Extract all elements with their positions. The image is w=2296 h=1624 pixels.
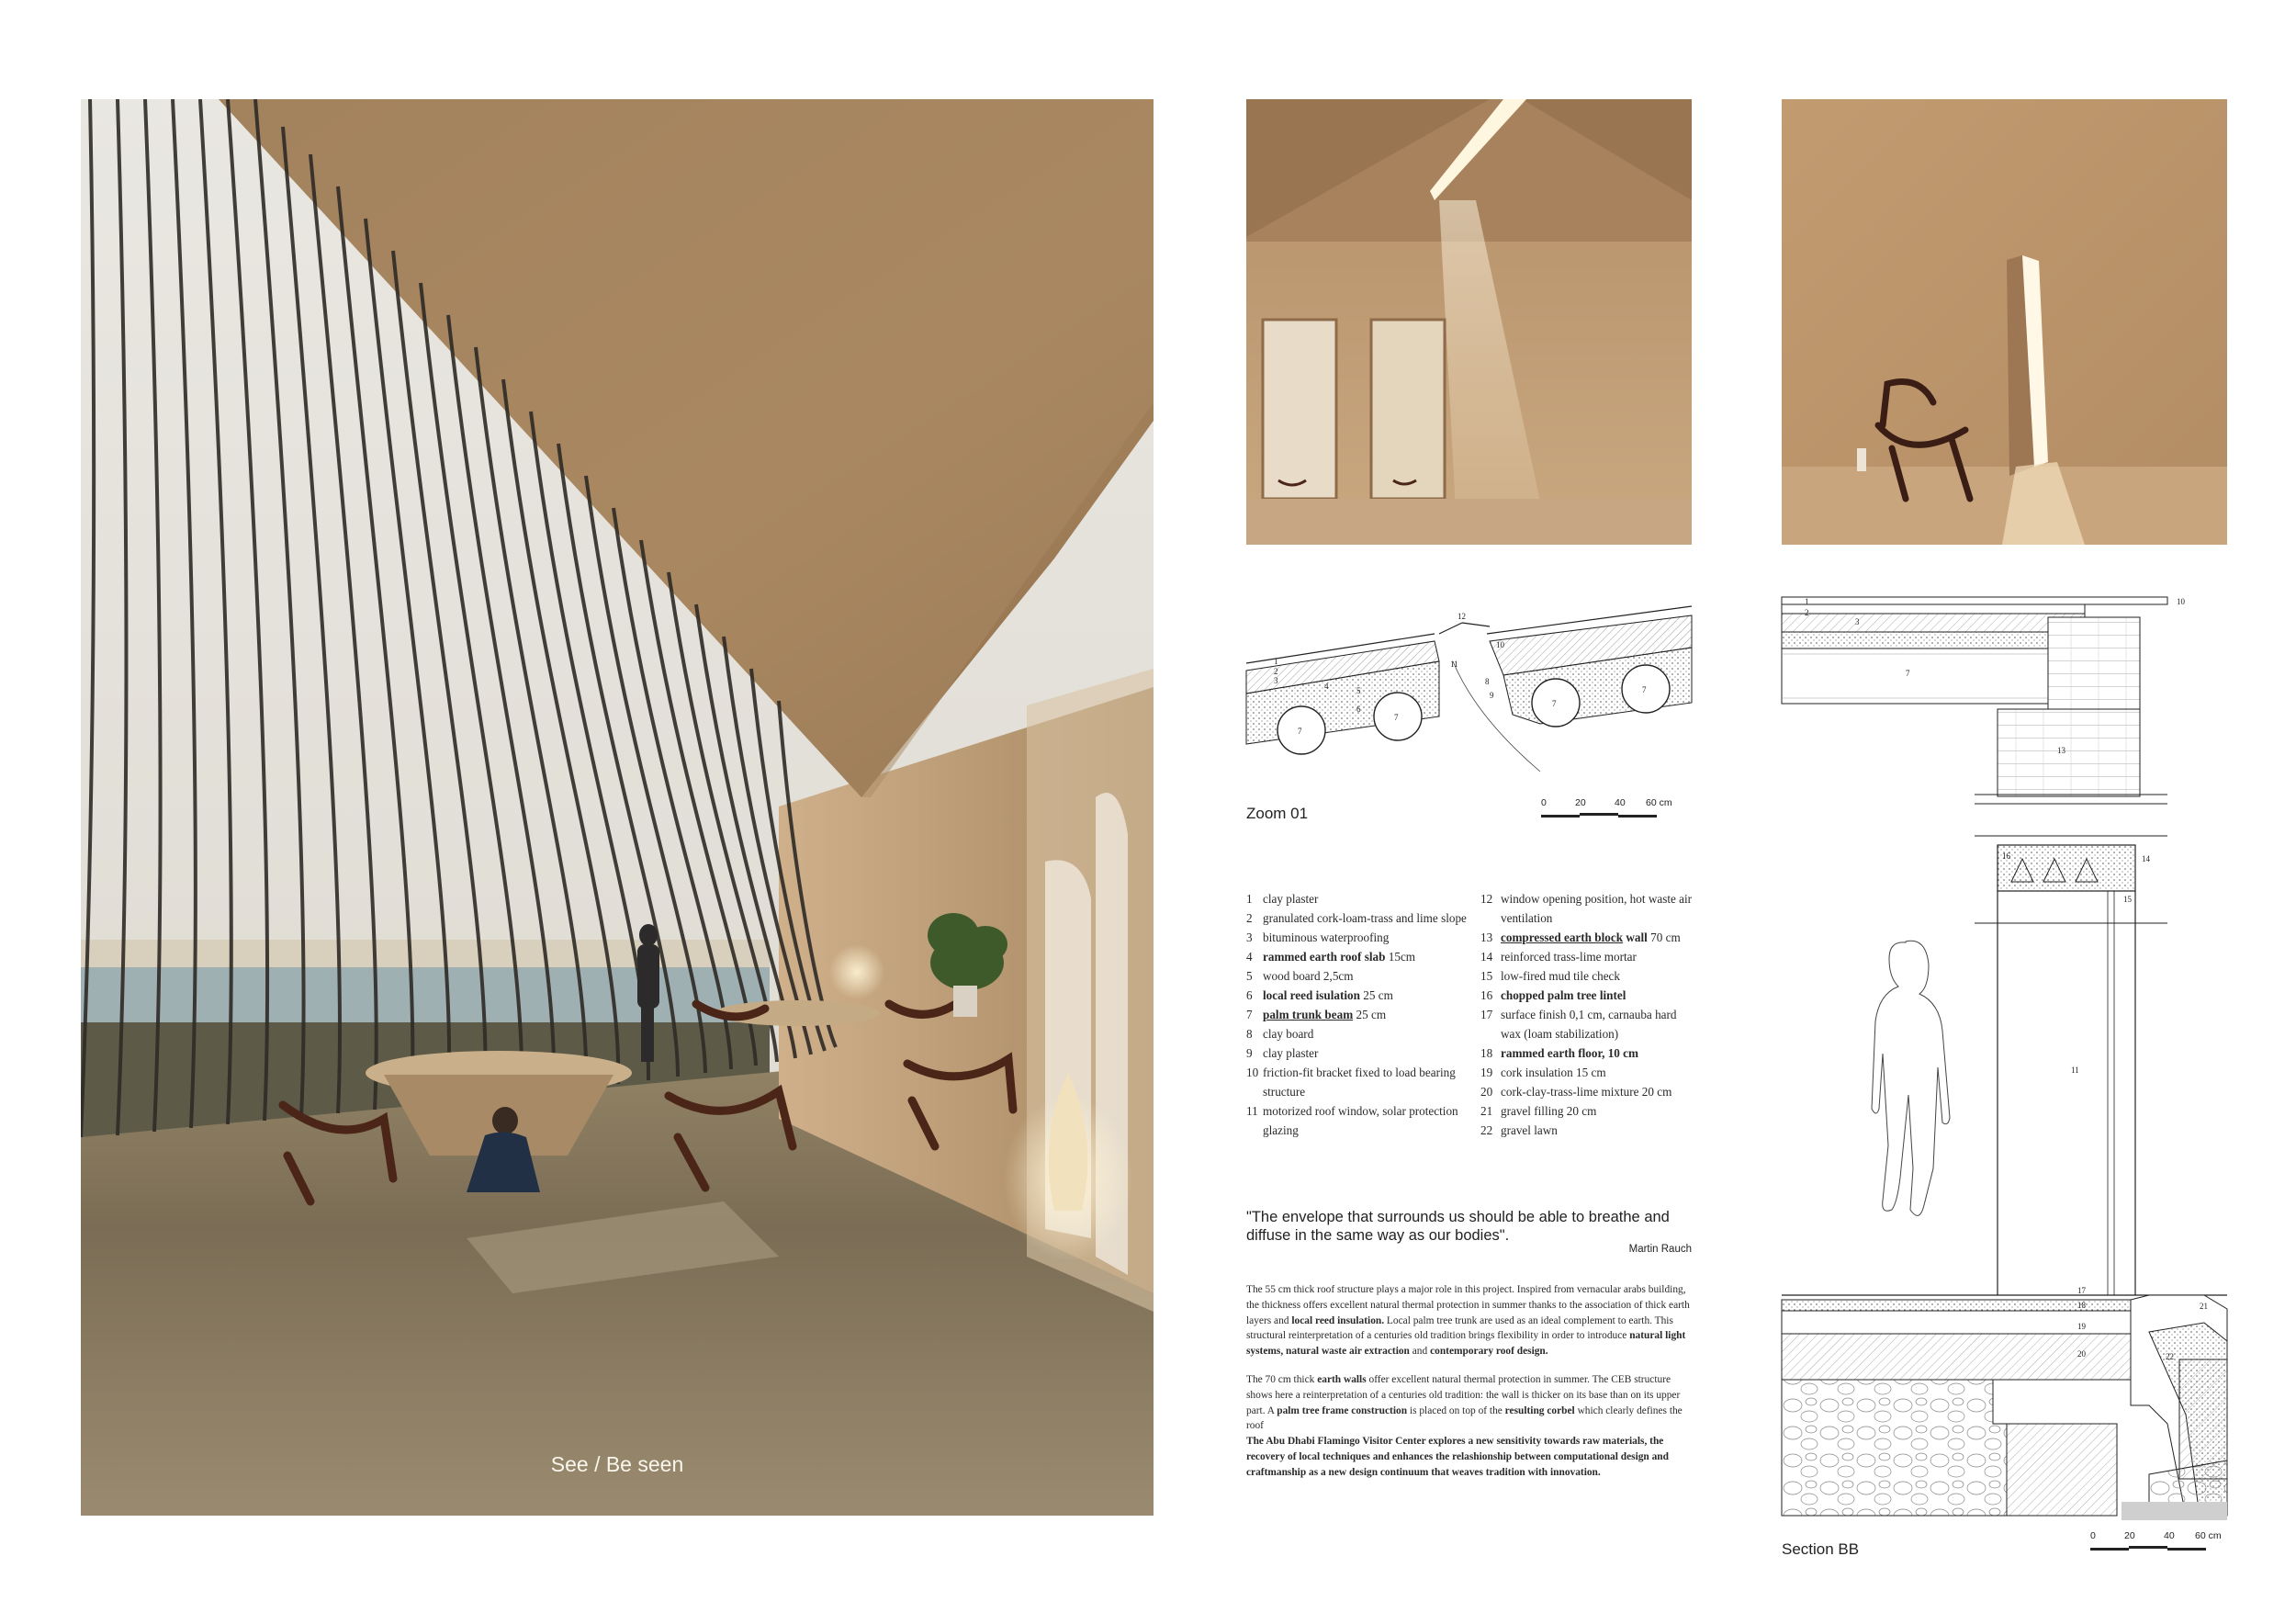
legend-item (1246, 928, 1476, 947)
legend-number: 5 (1246, 969, 1253, 983)
scale-tick: 20 (1575, 797, 1586, 808)
section-callout: 3 (1855, 617, 1860, 626)
zoom-callout: 2 (1274, 667, 1278, 676)
legend-item (1246, 1101, 1476, 1140)
legend-item (1480, 1082, 1696, 1101)
scale-segment (2167, 1548, 2206, 1551)
section-callout: 7 (1906, 669, 1910, 678)
legend-text: clay plaster (1263, 892, 1319, 906)
section-callout: 13 (2057, 746, 2065, 755)
text-run-bold: resulting corbel (1504, 1404, 1575, 1416)
legend-item (1246, 1024, 1476, 1043)
legend-number: 22 (1480, 1123, 1493, 1137)
zoom-callout: 5 (1356, 686, 1361, 695)
legend-text: motorized roof window, solar protection glazing (1263, 1104, 1458, 1137)
zoom-callout: 3 (1274, 676, 1278, 685)
legend-number: 14 (1480, 950, 1493, 964)
scale-segment (1541, 815, 1580, 818)
section-callout: 17 (2077, 1286, 2086, 1295)
legend-text: 70 cm (1647, 930, 1681, 944)
legend-number: 6 (1246, 988, 1253, 1002)
legend-item (1246, 1063, 1476, 1101)
scale-segment (1580, 813, 1618, 816)
text-run: which clearly defines the roof (1246, 1404, 1683, 1432)
interior-render-skylight (1246, 99, 1692, 545)
legend-text: granulated cork-loam-trass and lime slope (1263, 911, 1467, 925)
legend-number: 21 (1480, 1104, 1493, 1118)
zoom-01-drawing (1246, 606, 1692, 776)
section-callout: 10 (2177, 597, 2185, 606)
text-run: The 70 cm thick (1246, 1373, 1318, 1385)
scale-tick: 20 (2124, 1530, 2135, 1541)
section-bb-drawing (1782, 597, 2227, 1520)
zoom-01-title: Zoom 01 (1246, 805, 1309, 822)
text-run-bold: earth walls (1317, 1373, 1367, 1385)
legend-number: 2 (1246, 911, 1253, 925)
section-bb-scale-bar (2090, 1530, 2228, 1558)
legend-item (1480, 1005, 1696, 1043)
legend-number: 20 (1480, 1085, 1493, 1099)
legend-number: 4 (1246, 950, 1253, 964)
text-run: is placed on top of the (1407, 1404, 1505, 1416)
zoom-callout: 1 (1274, 657, 1278, 666)
legend-number: 3 (1246, 930, 1253, 944)
legend-item (1246, 889, 1476, 908)
legend-text: cork-clay-trass-lime mixture 20 cm (1501, 1085, 1672, 1099)
legend-number: 11 (1246, 1104, 1258, 1118)
scale-segment (2129, 1546, 2167, 1549)
legend-right (1480, 889, 1696, 1140)
zoom-callout: 11 (1450, 660, 1458, 669)
section-callout: 20 (2077, 1349, 2086, 1359)
legend-item (1480, 928, 1696, 947)
legend-left (1246, 889, 1476, 1140)
scale-tick: 40 (1615, 797, 1626, 808)
legend-item (1480, 1043, 1696, 1063)
legend-text: 25 cm (1360, 988, 1393, 1002)
legend-number: 19 (1480, 1066, 1493, 1079)
legend-item (1480, 947, 1696, 966)
legend-text: wood board 2,5cm (1263, 969, 1354, 983)
legend-text: bituminous waterproofing (1263, 930, 1390, 944)
section-callout: 18 (2077, 1301, 2086, 1310)
interior-render-slit-window (1782, 99, 2227, 545)
legend-item (1246, 1005, 1476, 1024)
legend-item (1246, 1043, 1476, 1063)
zoom-callout: 7 (1552, 699, 1557, 708)
zoom-callout: 12 (1458, 612, 1466, 621)
legend-number: 17 (1480, 1008, 1493, 1021)
zoom-01-scale-bar (1541, 797, 1679, 825)
section-callout: 11 (2071, 1066, 2079, 1075)
section-bb-title: Section BB (1782, 1540, 1860, 1558)
legend-number: 8 (1246, 1027, 1253, 1041)
legend-item (1480, 986, 1696, 1005)
legend-item (1246, 966, 1476, 986)
text-run-bold: natural light systems, natural waste air extraction (1246, 1330, 1686, 1358)
scale-tick: 0 (2090, 1530, 2096, 1541)
zoom-callout: 7 (1642, 685, 1647, 694)
zoom-callout: 9 (1490, 691, 1494, 700)
quote-text: "The envelope that surrounds us should be able to breathe and diffuse in the same way as our bodies". (1246, 1209, 1670, 1244)
legend-text: cork insulation 15 cm (1501, 1066, 1606, 1079)
paragraph-conclusion: The Abu Dhabi Flamingo Visitor Center explores a new sensitivity towards raw materials, the recovery of local techniques and enhances the relashionship between computational design and craftmanship as a new design continuum that weaves tradition with innovation. (1246, 1436, 1669, 1478)
legend-text-bold: palm trunk beam (1263, 1008, 1354, 1021)
zoom-callout: 6 (1356, 705, 1361, 714)
legend-number: 10 (1246, 1066, 1259, 1079)
text-run: Local palm tree trunk are used as an ideal complement to earth. This structural reinterpretation of a centuries old tradition brings flexibility in order to introduce (1246, 1314, 1673, 1342)
section-callout: 21 (2200, 1302, 2208, 1311)
section-callout: 1 (1805, 597, 1809, 606)
legend-text-bold: rammed earth floor, 10 cm (1501, 1046, 1639, 1060)
section-callout: 22 (2166, 1352, 2174, 1361)
legend-number: 16 (1480, 988, 1493, 1002)
legend-number: 18 (1480, 1046, 1493, 1060)
scale-tick: 40 (2164, 1530, 2175, 1541)
legend-text: gravel lawn (1501, 1123, 1558, 1137)
legend-item (1246, 947, 1476, 966)
legend-text: gravel filling 20 cm (1501, 1104, 1597, 1118)
scale-segment (1618, 815, 1657, 818)
section-callout: 14 (2142, 854, 2150, 863)
scale-tick: 60 cm (1646, 797, 1672, 808)
zoom-callout: 7 (1394, 713, 1399, 722)
legend-item (1480, 1101, 1696, 1121)
project-description (1246, 1282, 1696, 1494)
paragraph-roof (1246, 1282, 1696, 1359)
legend-text: clay plaster (1263, 1046, 1319, 1060)
text-run: and (1409, 1346, 1431, 1358)
quote-author: Martin Rauch (1628, 1244, 1692, 1255)
legend-text: friction-fit bracket fixed to load bearing structure (1263, 1066, 1456, 1099)
legend-text: window opening position, hot waste air ventilation (1501, 892, 1693, 925)
hero-render (81, 99, 1154, 1516)
legend-text: low-fired mud tile check (1501, 969, 1620, 983)
legend-text: 15cm (1385, 950, 1416, 964)
legend-number: 13 (1480, 930, 1493, 944)
section-callout: 15 (2123, 895, 2132, 904)
legend-text-bold: rammed earth roof slab (1263, 950, 1386, 964)
legend-number: 12 (1480, 892, 1493, 906)
legend-text: clay board (1263, 1027, 1314, 1041)
legend-number: 15 (1480, 969, 1493, 983)
legend-item (1246, 908, 1476, 928)
text-run: offer excellent natural thermal protection in summer. The CEB structure shows here a reinterpretation of a centuries old tradition: the wall is thicker on its base than on its upper part. A (1246, 1373, 1681, 1416)
section-callout: 19 (2077, 1322, 2086, 1331)
text-run-bold: palm tree frame construction (1277, 1404, 1408, 1416)
legend-text: surface finish 0,1 cm, carnauba hard wax (loam stabilization) (1501, 1008, 1677, 1041)
text-run: The 55 cm thick roof structure plays a major role in this project. Inspired from vernacular arabs building, the thickness offers excellent natural thermal protection in summer thanks to the association of thick earth layers and (1246, 1284, 1690, 1326)
scale-segment (2090, 1548, 2129, 1551)
zoom-callout: 7 (1298, 727, 1302, 736)
section-bb-illustration (1782, 597, 2227, 1520)
legend-text: 25 cm (1353, 1008, 1387, 1021)
legend-text: reinforced trass-lime mortar (1501, 950, 1637, 964)
legend-number: 1 (1246, 892, 1253, 906)
legend-item (1480, 966, 1696, 986)
scale-tick: 0 (1541, 797, 1547, 808)
zoom-callout: 10 (1496, 640, 1504, 649)
legend-item (1480, 1063, 1696, 1082)
scale-tick: 60 cm (2195, 1530, 2222, 1541)
zoom-callout: 8 (1485, 677, 1490, 686)
interior-render-slit-window-illustration (1782, 99, 2227, 545)
hero-caption: See / Be seen (550, 1452, 684, 1476)
section-callout: 16 (2002, 851, 2010, 861)
hero-render-illustration (81, 99, 1154, 1516)
legend-item (1246, 986, 1476, 1005)
text-run-bold: contemporary roof design. (1430, 1346, 1548, 1358)
legend-text-bold: wall (1623, 930, 1648, 944)
legend-text-bold: chopped palm tree lintel (1501, 988, 1626, 1002)
zoom-01-roof-detail (1246, 606, 1692, 776)
legend-text-bold: compressed earth block (1501, 930, 1624, 944)
legend-item (1480, 1121, 1696, 1140)
paragraph-walls (1246, 1372, 1696, 1434)
interior-render-skylight-illustration (1246, 99, 1692, 545)
legend-number: 9 (1246, 1046, 1253, 1060)
section-callout: 2 (1805, 608, 1809, 617)
legend-item (1480, 889, 1696, 928)
legend-number: 7 (1246, 1008, 1253, 1021)
text-run-bold: local reed insulation. (1291, 1314, 1385, 1326)
zoom-callout: 4 (1324, 682, 1329, 691)
legend-text-bold: local reed isulation (1263, 988, 1360, 1002)
